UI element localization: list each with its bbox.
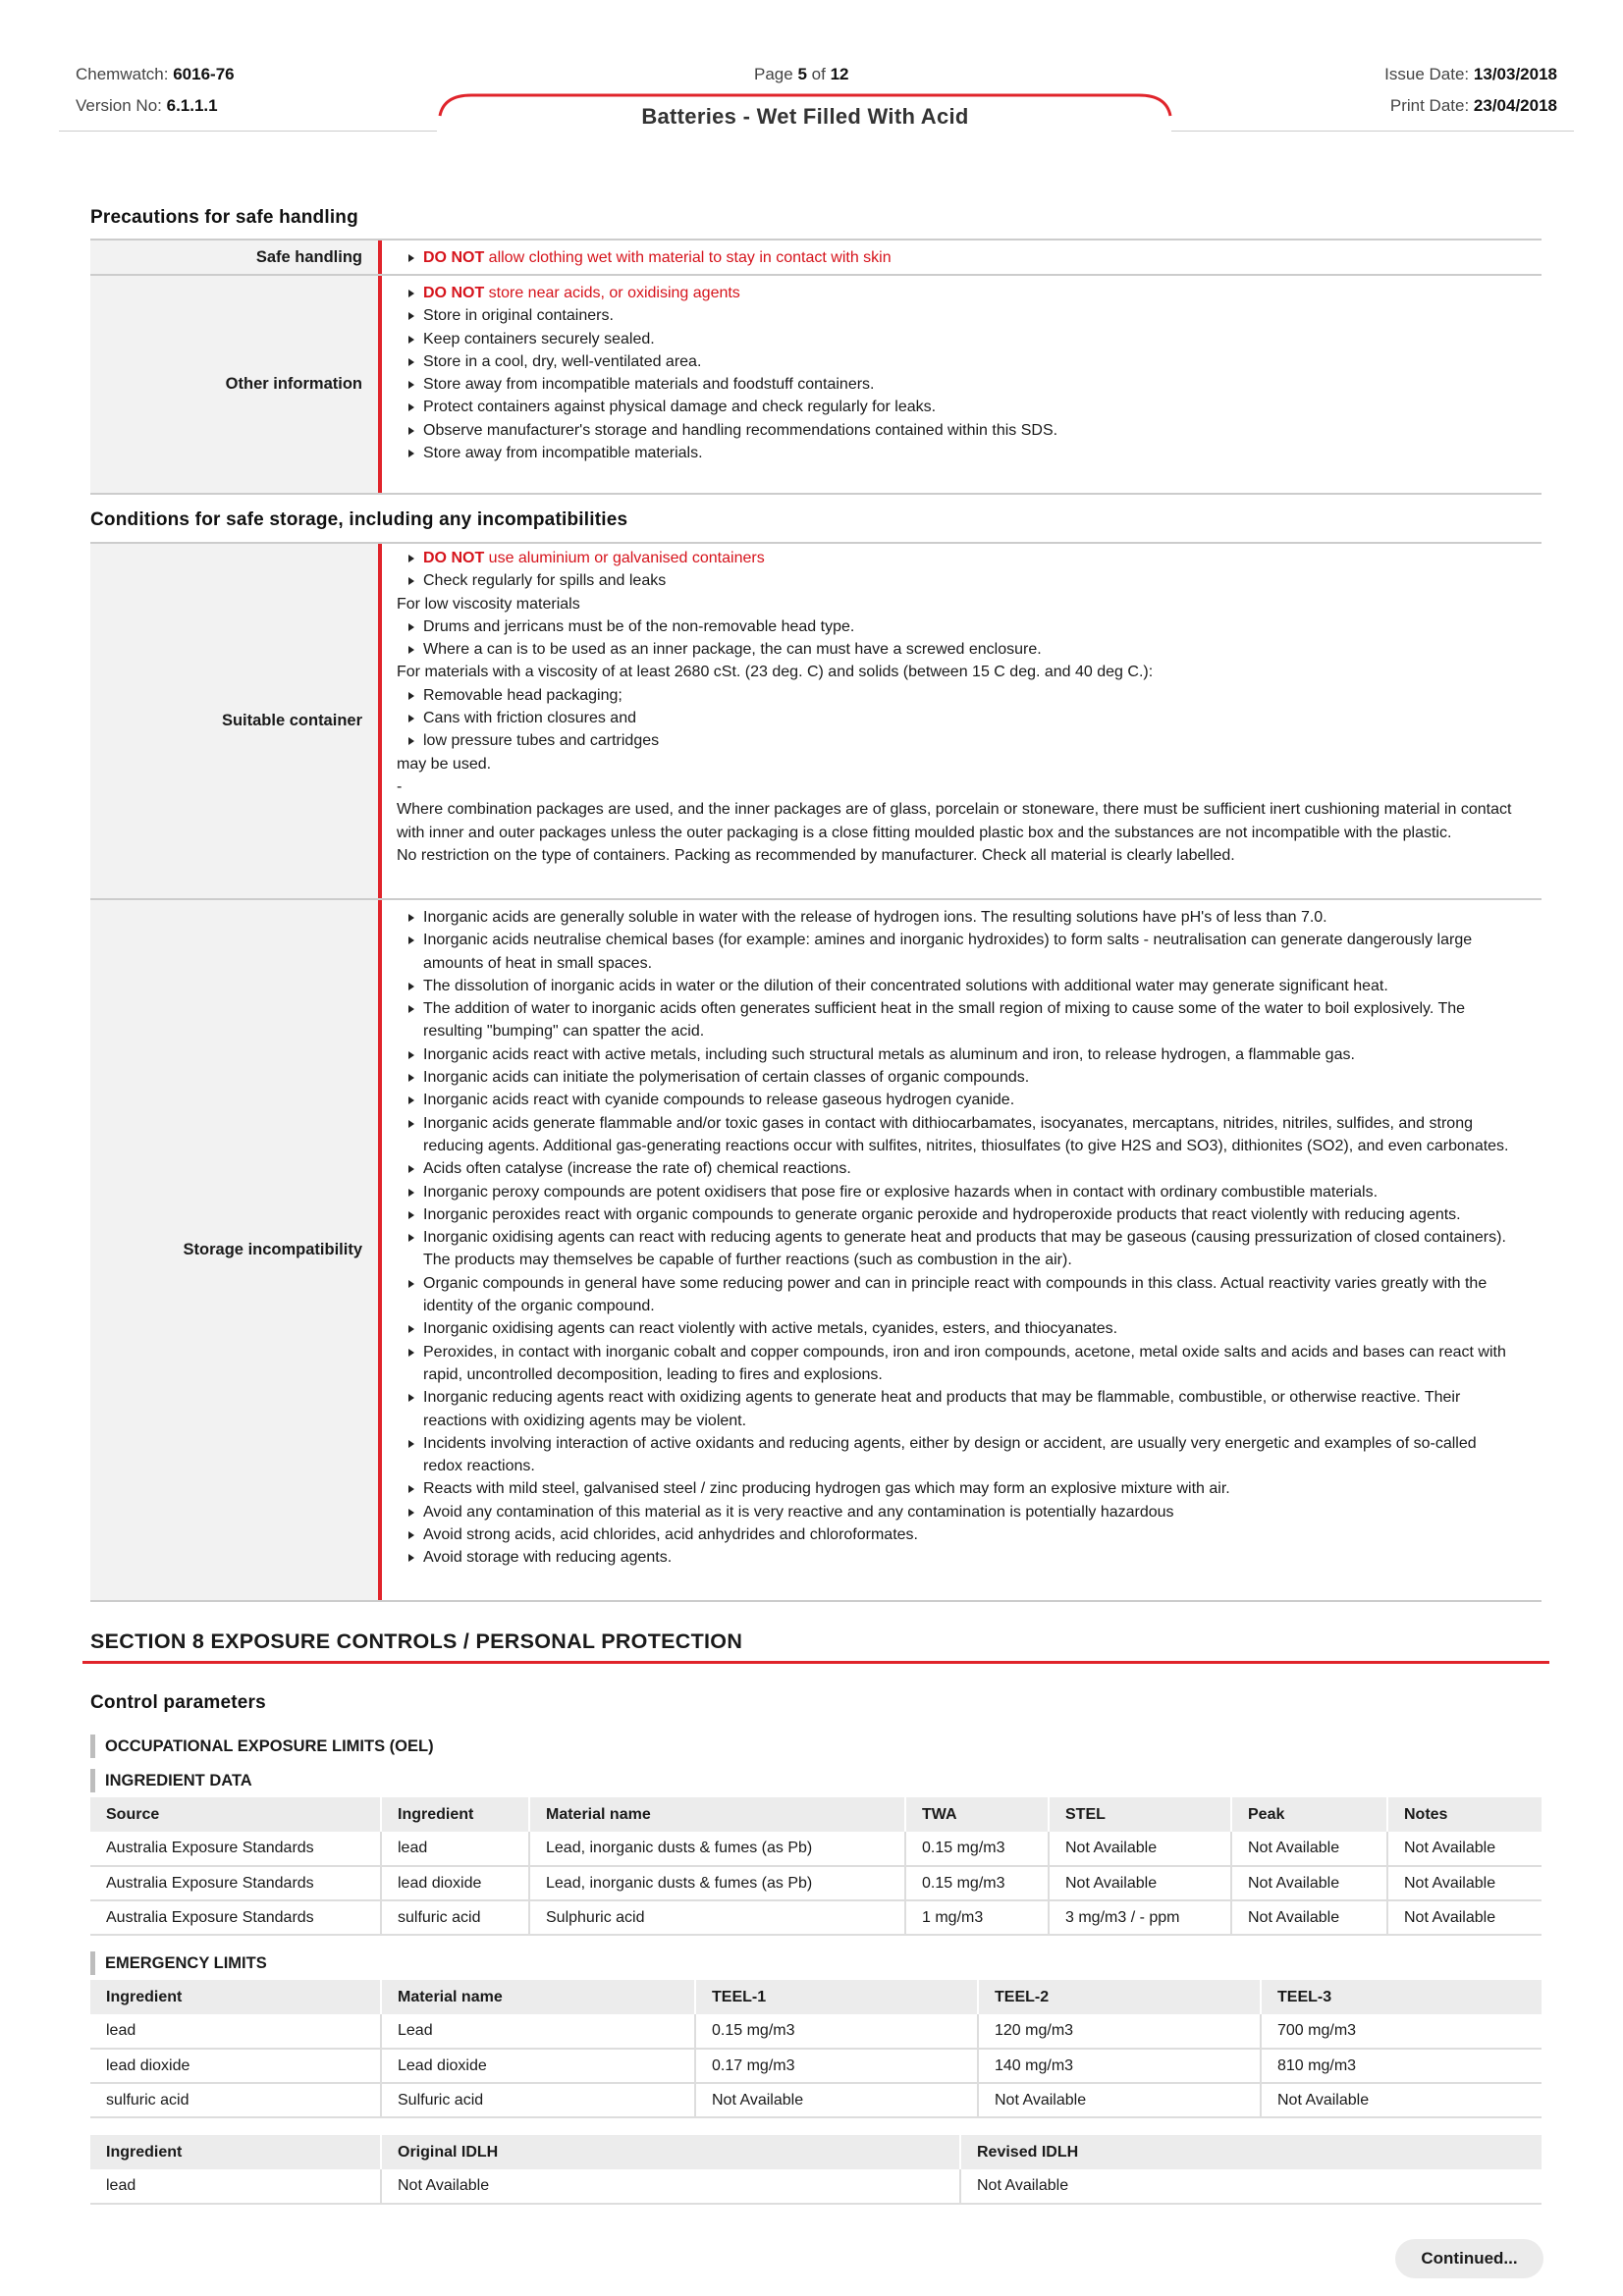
column-header: Peak: [1231, 1797, 1387, 1832]
table-row: [90, 2014, 1542, 2049]
table-row: [90, 1900, 1542, 1935]
list-item: Organic compounds in general have some reducing power and can in principle react with compounds in this class. Actual reactivity varies greatly with the identity of the organic compound.: [397, 1272, 1512, 1318]
list-item: Drums and jerricans must be of the non-removable head type.: [397, 615, 1542, 638]
accent-bar: [378, 544, 382, 898]
handling-heading: Precautions for safe handling: [90, 207, 358, 228]
list-item: Store in original containers.: [397, 304, 1542, 327]
table-cell: Sulfuric acid: [381, 2083, 695, 2117]
table-cell: Not Available: [1231, 1866, 1387, 1900]
table-row: [90, 2083, 1542, 2117]
row-label: Safe handling: [90, 240, 378, 274]
row-value: [397, 246, 1542, 269]
row-value: [397, 547, 1542, 867]
table-cell: Not Available: [1261, 2083, 1542, 2117]
table-cell: Not Available: [1231, 1900, 1387, 1935]
oel-subheading: [90, 1735, 1542, 1758]
table-cell: sulfuric acid: [90, 2083, 381, 2117]
list-item: Inorganic acids are generally soluble in water with the release of hydrogen ions. The resulting solutions have pH's of less than 7.0.: [397, 906, 1512, 929]
column-header: Original IDLH: [381, 2135, 960, 2169]
list-item: Protect containers against physical damage and check regularly for leaks.: [397, 396, 1542, 418]
table-cell: Not Available: [1049, 1866, 1231, 1900]
list-item: Avoid storage with reducing agents.: [397, 1546, 1512, 1569]
table-cell: Not Available: [1387, 1900, 1542, 1935]
table-cell: Not Available: [1387, 1866, 1542, 1900]
table-cell: Sulphuric acid: [529, 1900, 905, 1935]
page-number: Page 5 of 12: [754, 65, 849, 83]
subheading-text: EMERGENCY LIMITS: [105, 1953, 267, 1972]
idlh-table: [90, 2135, 1542, 2205]
subheading-text: INGREDIENT DATA: [105, 1771, 252, 1789]
subheading-text: OCCUPATIONAL EXPOSURE LIMITS (OEL): [105, 1736, 434, 1755]
list-item: Inorganic acids react with cyanide compounds to release gaseous hydrogen cyanide.: [397, 1089, 1512, 1111]
column-header: TEEL-1: [695, 1980, 978, 2014]
table-row: [90, 2049, 1542, 2083]
list-item: Store away from incompatible materials.: [397, 442, 1542, 464]
section-8-rule: [82, 1661, 1549, 1664]
row-label: Storage incompatibility: [90, 900, 378, 1600]
table-cell: 810 mg/m3: [1261, 2049, 1542, 2083]
paragraph: -: [397, 777, 403, 795]
list-item: Observe manufacturer's storage and handling recommendations contained within this SDS.: [397, 419, 1542, 442]
emergency-limits-subheading: [90, 1951, 1542, 1975]
table-cell: Lead, inorganic dusts & fumes (as Pb): [529, 1866, 905, 1900]
section-8-title: SECTION 8 EXPOSURE CONTROLS / PERSONAL PROTECTION: [90, 1629, 743, 1653]
list-item: DO NOT use aluminium or galvanised containers: [397, 547, 1542, 569]
column-header: STEL: [1049, 1797, 1231, 1832]
ingredient-data-subheading: [90, 1769, 1542, 1792]
table-cell: Lead dioxide: [381, 2049, 695, 2083]
column-header: TEEL-2: [978, 1980, 1261, 2014]
table-cell: Australia Exposure Standards: [90, 1900, 381, 1935]
column-header: Ingredient: [90, 2135, 381, 2169]
list-item: Avoid any contamination of this material as it is very reactive and any contamination is potentially hazardous: [397, 1501, 1512, 1523]
storage-heading: Conditions for safe storage, including any incompatibilities: [90, 509, 628, 530]
table-cell: lead: [381, 1832, 529, 1866]
table-cell: lead dioxide: [90, 2049, 381, 2083]
column-header: Material name: [529, 1797, 905, 1832]
paragraph: No restriction on the type of containers. Packing as recommended by manufacturer. Check all material is clearly labelled.: [397, 846, 1235, 864]
list-item: Store in a cool, dry, well-ventilated area.: [397, 350, 1542, 373]
table-cell: 1 mg/m3: [905, 1900, 1049, 1935]
print-date: Print Date: 23/04/2018: [1389, 96, 1557, 115]
paragraph: For low viscosity materials: [397, 595, 580, 613]
list-item: Inorganic acids neutralise chemical bases (for example: amines and inorganic hydroxides) to form salts - neutralisation can generate dangerously large amounts of heat in small spaces.: [397, 929, 1512, 975]
list-item: Inorganic acids react with active metals, including such structural metals as aluminum and iron, to release hydrogen, a flammable gas.: [397, 1043, 1512, 1066]
list-item: Check regularly for spills and leaks: [397, 569, 1542, 592]
table-cell: Lead, inorganic dusts & fumes (as Pb): [529, 1832, 905, 1866]
table-cell: 0.15 mg/m3: [695, 2014, 978, 2049]
list-item: DO NOT store near acids, or oxidising agents: [397, 282, 1542, 304]
list-item: Acids often catalyse (increase the rate of) chemical reactions.: [397, 1157, 1512, 1180]
table-row: [90, 1866, 1542, 1900]
table-row: [90, 2169, 1542, 2204]
table-cell: 0.15 mg/m3: [905, 1832, 1049, 1866]
table-cell: 120 mg/m3: [978, 2014, 1261, 2049]
list-item: Store away from incompatible materials and foodstuff containers.: [397, 373, 1542, 396]
table-cell: Not Available: [978, 2083, 1261, 2117]
row-value: [397, 282, 1542, 464]
table-cell: 0.17 mg/m3: [695, 2049, 978, 2083]
list-item: Peroxides, in contact with inorganic cobalt and copper compounds, iron and iron compounds, acetone, metal oxide salts and acids and bases can react with rapid, uncontrolled decomposition, leading to fires and explosions.: [397, 1341, 1512, 1387]
other-information-row: [90, 276, 1542, 495]
row-label: Other information: [90, 276, 378, 493]
list-item: Removable head packaging;: [397, 684, 1542, 707]
list-item: Where a can is to be used as an inner package, the can must have a screwed enclosure.: [397, 638, 1542, 661]
row-value: [397, 906, 1542, 1570]
list-item: Keep containers securely sealed.: [397, 328, 1542, 350]
list-item: Inorganic peroxy compounds are potent oxidisers that pose fire or explosive hazards when in contact with ordinary combustible materials.: [397, 1181, 1512, 1203]
continued-badge: Continued...: [1395, 2239, 1543, 2278]
column-header: Source: [90, 1797, 381, 1832]
list-item: The dissolution of inorganic acids in water or the dilution of their concentrated solutions with additional water may generate significant heat.: [397, 975, 1512, 997]
issue-date: Issue Date: 13/03/2018: [1384, 65, 1557, 83]
accent-bar: [378, 240, 382, 274]
accent-bar: [378, 900, 382, 1600]
emergency-limits-table: [90, 1980, 1542, 2118]
column-header: Revised IDLH: [960, 2135, 1542, 2169]
list-item: Inorganic peroxides react with organic compounds to generate organic peroxide and hydroperoxide products that react violently with reducing agents.: [397, 1203, 1512, 1226]
table-cell: 0.15 mg/m3: [905, 1866, 1049, 1900]
page-header: [0, 0, 1623, 137]
list-item: Inorganic acids can initiate the polymerisation of certain classes of organic compounds.: [397, 1066, 1512, 1089]
column-header: Material name: [381, 1980, 695, 2014]
table-cell: 3 mg/m3 / - ppm: [1049, 1900, 1231, 1935]
list-item: Inorganic acids generate flammable and/or toxic gases in contact with dithiocarbamates, isocyanates, mercaptans, nitrides, nitriles, sulfides, and strong reducing agents. Additional gas-generating reactions occur with sulfites, nitrites, thiosulfates (to give H2S and SO3), dithionites (SO2), and even carbonates.: [397, 1112, 1512, 1158]
list-item: Cans with friction closures and: [397, 707, 1542, 729]
list-item: Reacts with mild steel, galvanised steel / zinc producing hydrogen gas which may form an explosive mixture with air.: [397, 1477, 1512, 1500]
subheading-bar: [90, 1735, 95, 1758]
paragraph: For materials with a viscosity of at least 2680 cSt. (23 deg. C) and solids (between 15 C deg. and 40 deg C.):: [397, 664, 1154, 681]
table-cell: sulfuric acid: [381, 1900, 529, 1935]
table-cell: Not Available: [1231, 1832, 1387, 1866]
list-item: Inorganic reducing agents react with oxidizing agents to generate heat and products that may be flammable, combustible, or otherwise reactive. Their reactions with oxidizing agents may be violent.: [397, 1386, 1512, 1432]
column-header: TEEL-3: [1261, 1980, 1542, 2014]
table-cell: Not Available: [695, 2083, 978, 2117]
oel-table: [90, 1797, 1542, 1936]
control-parameters-heading: Control parameters: [90, 1692, 266, 1713]
column-header: TWA: [905, 1797, 1049, 1832]
table-cell: Lead: [381, 2014, 695, 2049]
list-item: low pressure tubes and cartridges: [397, 729, 1542, 752]
column-header: Notes: [1387, 1797, 1542, 1832]
column-header: Ingredient: [90, 1980, 381, 2014]
table-cell: Australia Exposure Standards: [90, 1866, 381, 1900]
table-cell: 700 mg/m3: [1261, 2014, 1542, 2049]
table-cell: lead: [90, 2014, 381, 2049]
table-cell: 140 mg/m3: [978, 2049, 1261, 2083]
subheading-bar: [90, 1769, 95, 1792]
version-no: Version No: 6.1.1.1: [76, 96, 218, 115]
column-header: Ingredient: [381, 1797, 529, 1832]
table-cell: Not Available: [960, 2169, 1542, 2204]
table-cell: Not Available: [381, 2169, 960, 2204]
incompatibility-list: [397, 906, 1512, 1570]
table-cell: Australia Exposure Standards: [90, 1832, 381, 1866]
storage-incompatibility-row: [90, 900, 1542, 1602]
list-item: Inorganic oxidising agents can react violently with active metals, cyanides, esters, and thiocyanates.: [397, 1317, 1512, 1340]
list-item: The addition of water to inorganic acids often generates sufficient heat in the small region of mixing to cause some of the water to boil explosively. The resulting "bumping" can spatter the acid.: [397, 997, 1512, 1043]
paragraph: may be used.: [397, 755, 492, 773]
safe-handling-row: [90, 240, 1542, 276]
table-cell: lead: [90, 2169, 381, 2204]
paragraph: Where combination packages are used, and the inner packages are of glass, porcelain or stoneware, there must be sufficient inert cushioning material in contact with inner and outer packages unless the outer packaging is a close fitting moulded plastic box and the substances are not incompatible with the plastic.: [397, 801, 1512, 841]
table-cell: Not Available: [1387, 1832, 1542, 1866]
chemwatch-id: Chemwatch: 6016-76: [76, 65, 235, 83]
list-item: DO NOT allow clothing wet with material to stay in contact with skin: [397, 246, 1542, 269]
subheading-bar: [90, 1951, 95, 1975]
list-item: Inorganic oxidising agents can react with reducing agents to generate heat and products that may be gaseous (causing pressurization of closed containers). The products may themselves be capable of further reactions (such as combustion in the air).: [397, 1226, 1512, 1272]
table-cell: lead dioxide: [381, 1866, 529, 1900]
table-cell: Not Available: [1049, 1832, 1231, 1866]
table-row: [90, 1832, 1542, 1866]
suitable-container-row: [90, 544, 1542, 900]
document-title: Batteries - Wet Filled With Acid: [641, 104, 969, 129]
list-item: Avoid strong acids, acid chlorides, acid anhydrides and chloroformates.: [397, 1523, 1512, 1546]
row-label: Suitable container: [90, 544, 378, 898]
accent-bar: [378, 276, 382, 493]
list-item: Incidents involving interaction of active oxidants and reducing agents, either by design or accident, are usually very energetic and examples of so-called redox reactions.: [397, 1432, 1512, 1478]
